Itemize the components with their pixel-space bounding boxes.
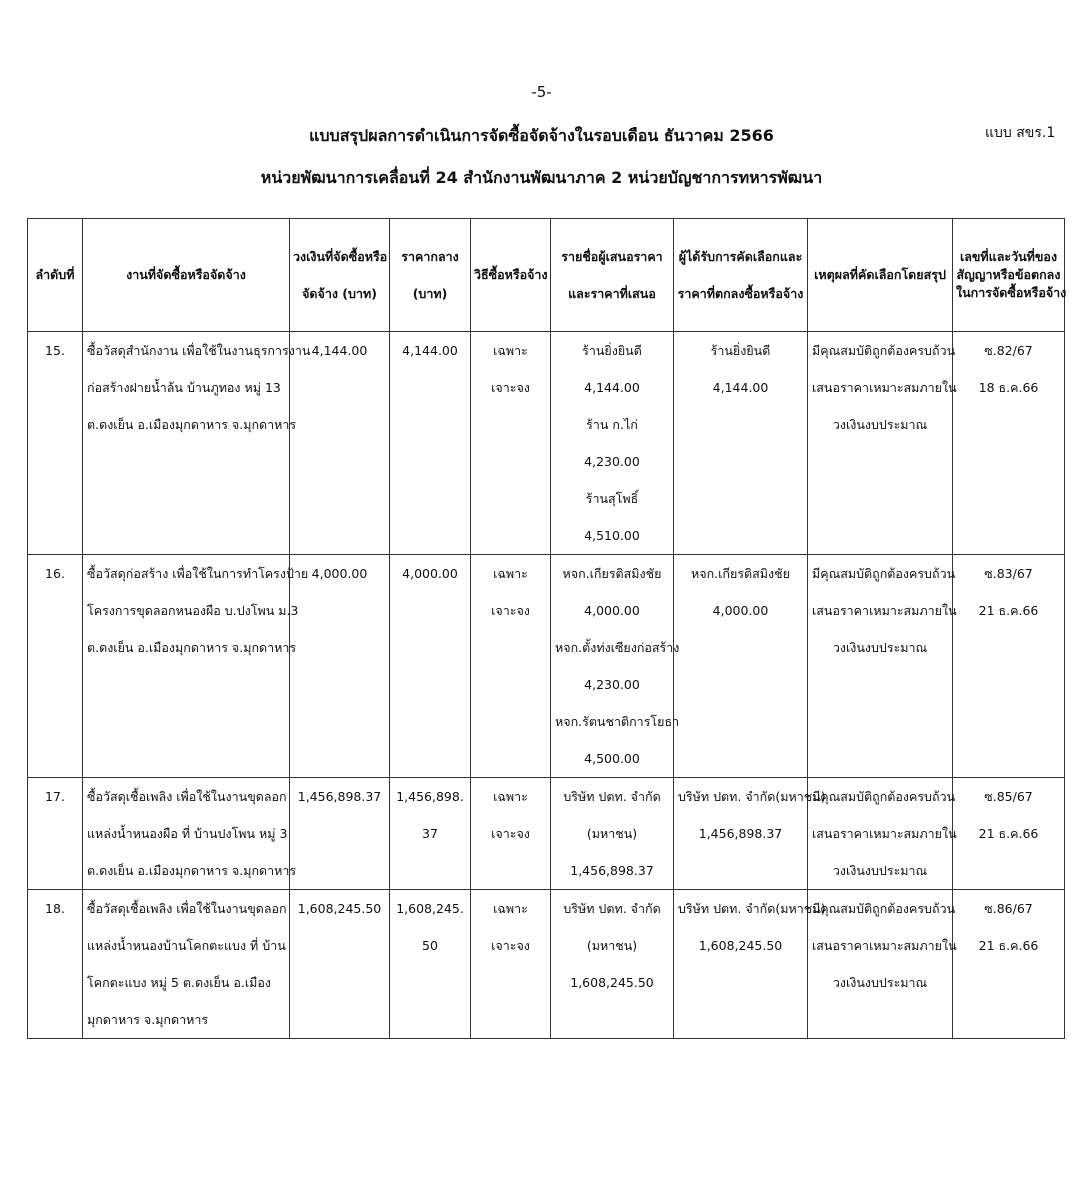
bidders-list [551, 555, 680, 778]
procurement-task-line: ซื้อวัสดุสำนักงาน เพื่อใช้ในงานธุรการงาน [87, 343, 311, 358]
median-price: 4,144.00 [390, 332, 471, 555]
bidders-list-line: (มหาชน) [586, 938, 638, 953]
bidders-list-line: 4,000.00 [584, 603, 640, 618]
column-header-text: ลำดับที่ [35, 267, 75, 282]
column-header-text: ผู้ได้รับการคัดเลือกและ [678, 249, 803, 264]
column-header-no [28, 219, 83, 332]
procurement-task-line: แหล่งน้ำหนองบ้านโคกตะแบง ที่ บ้าน [87, 938, 286, 953]
bidders-list-line: ร้าน ก.ไก่ [586, 417, 638, 432]
selection-reason-line: วงเงินงบประมาณ [832, 417, 928, 432]
contract-ref-line: ซ.82/67 [984, 343, 1033, 358]
procurement-task-line: ซื้อวัสดุเชื้อเพลิง เพื่อใช้ในงานขุดลอก [87, 901, 287, 916]
bidders-list-line: 4,230.00 [584, 454, 640, 469]
bidders-list [551, 890, 674, 1039]
bidders-list-line: (มหาชน) [586, 826, 638, 841]
bidders-list-line: 1,608,245.50 [570, 975, 654, 990]
bidders-list-line: หจก.รัตนชาติการโยธา [555, 714, 680, 729]
column-header-contract [953, 219, 1065, 332]
bidders-list-line: หจก.เกียรติสมิงชัย [562, 566, 662, 581]
bidders-list [551, 778, 674, 890]
form-code: แบบ สขร.1 [985, 125, 1056, 141]
column-header-text: (บาท) [412, 286, 448, 301]
column-header-method [471, 219, 551, 332]
contract-ref-line: 21 ธ.ค.66 [978, 826, 1039, 841]
selection-reason [808, 332, 957, 555]
selection-reason-line: มีคุณสมบัติถูกต้องครบถ้วน [812, 789, 956, 804]
selection-reason-line: วงเงินงบประมาณ [832, 975, 928, 990]
selection-reason [808, 555, 957, 778]
selection-reason-line: วงเงินงบประมาณ [832, 640, 928, 655]
bidders-list-line: หจก.ตั้งท่งเซียงก่อสร้าง [555, 640, 680, 655]
contract-ref-line: ซ.83/67 [984, 566, 1033, 581]
bidders-list-line: 4,510.00 [584, 528, 640, 543]
column-header-task [83, 219, 290, 332]
selected-vendor-line: 4,144.00 [712, 380, 769, 395]
selection-reason-line: เสนอราคาเหมาะสมภายใน [812, 938, 957, 953]
table-row [28, 778, 1065, 890]
selected-vendor-line: ร้านยิ่งยินดี [710, 343, 771, 358]
page-number: -5- [531, 83, 552, 101]
procurement-task-line: โคกตะแบง หมู่ 5 ต.ดงเย็น อ.เมือง [87, 975, 271, 990]
bidders-list-line: 4,230.00 [584, 677, 640, 692]
median-price: 1,608,245.50 [390, 890, 471, 1039]
procurement-table [27, 218, 1065, 1039]
procurement-task-line: ก่อสร้างฝายน้ำล้น บ้านภูทอง หมู่ 13 [87, 380, 281, 395]
column-header-text: เหตุผลที่คัดเลือกโดยสรุป [814, 267, 946, 282]
procurement-task-line: โครงการขุดลอกหนองผือ บ.ปงโพน ม.3 [87, 603, 299, 618]
median-price: 1,456,898.37 [390, 778, 471, 890]
column-header-text: ราคากลาง [401, 249, 459, 264]
contract-ref [953, 555, 1065, 778]
column-header-text: ในการจัดซื้อหรือจ้าง [956, 285, 1067, 300]
bidders-list-line: 4,144.00 [584, 380, 640, 395]
column-header-bidders [551, 219, 674, 332]
selected-vendor [674, 890, 826, 1039]
contract-ref [953, 332, 1065, 555]
selection-reason-line: เสนอราคาเหมาะสมภายใน [812, 603, 957, 618]
procurement-task [83, 332, 311, 555]
bidders-list-line: 4,500.00 [584, 751, 640, 766]
procurement-task-line: ต.ดงเย็น อ.เมืองมุกดาหาร จ.มุกดาหาร [87, 863, 297, 878]
procurement-method: เฉพาะเจาะจง [471, 778, 551, 890]
budget-amount: 4,000.00 [290, 555, 390, 778]
procurement-task [83, 555, 309, 778]
procurement-method: เฉพาะเจาะจง [471, 555, 551, 778]
column-header-text: สัญญาหรือข้อตกลง [956, 267, 1061, 282]
bidders-list [551, 332, 674, 555]
selected-vendor [674, 555, 808, 778]
contract-ref-line: 21 ธ.ค.66 [978, 603, 1039, 618]
column-header-winner [674, 219, 808, 332]
bidders-list-line: ร้านสุโพธิ์ [585, 491, 639, 506]
column-header-text: จัดจ้าง (บาท) [302, 286, 377, 301]
procurement-task-line: มุกดาหาร จ.มุกดาหาร [87, 1012, 209, 1027]
contract-ref [953, 778, 1065, 890]
column-header-text: ราคาที่ตกลงซื้อหรือจ้าง [677, 286, 804, 301]
report-title: แบบสรุปผลการดำเนินการจัดซื้อจัดจ้างในรอบเดือน ธันวาคม 2566 [309, 126, 774, 145]
budget-amount: 1,608,245.50 [290, 890, 390, 1039]
bidders-list-line: ร้านยิ่งยินดี [582, 343, 642, 358]
table-body [28, 332, 1065, 1039]
procurement-task [83, 778, 297, 890]
column-header-budget [290, 219, 390, 332]
contract-ref-line: ซ.85/67 [984, 789, 1033, 804]
bidders-list-line: บริษัท ปตท. จำกัด [563, 789, 661, 804]
procurement-task-line: ซื้อวัสดุก่อสร้าง เพื่อใช้ในการทำโครงป้าย [87, 566, 309, 581]
selected-vendor [674, 332, 808, 555]
selection-reason [808, 890, 957, 1039]
selection-reason [808, 778, 957, 890]
selected-vendor-line: บริษัท ปตท. จำกัด(มหาชน) [678, 789, 826, 804]
contract-ref [953, 890, 1065, 1039]
row-number: 16. [28, 555, 83, 778]
table-row [28, 332, 1065, 555]
row-number: 15. [28, 332, 83, 555]
selected-vendor [674, 778, 826, 890]
header-row [28, 219, 1065, 332]
bidders-list-line: บริษัท ปตท. จำกัด [563, 901, 661, 916]
procurement-task-line: แหล่งน้ำหนองผือ ที่ บ้านปงโพน หมู่ 3 [87, 826, 288, 841]
column-header-reason [808, 219, 953, 332]
column-header-text: รายชื่อผู้เสนอราคา [561, 249, 663, 264]
selected-vendor-line: หจก.เกียรติสมิงชัย [691, 566, 790, 581]
procurement-task-line: ซื้อวัสดุเชื้อเพลิง เพื่อใช้ในงานขุดลอก [87, 789, 287, 804]
procurement-method: เฉพาะเจาะจง [471, 890, 551, 1039]
contract-ref-line: ซ.86/67 [984, 901, 1033, 916]
selected-vendor-line: 1,608,245.50 [698, 938, 783, 953]
column-header-text: และราคาที่เสนอ [568, 286, 656, 301]
column-header-text: วิธีซื้อหรือจ้าง [474, 267, 548, 282]
budget-amount: 1,456,898.37 [290, 778, 390, 890]
selection-reason-line: มีคุณสมบัติถูกต้องครบถ้วน [812, 343, 956, 358]
selected-vendor-line: 4,000.00 [712, 603, 769, 618]
selected-vendor-line: 1,456,898.37 [698, 826, 783, 841]
procurement-task [83, 890, 290, 1039]
procurement-task-line: ต.ดงเย็น อ.เมืองมุกดาหาร จ.มุกดาหาร [87, 417, 297, 432]
median-price: 4,000.00 [390, 555, 471, 778]
column-header-median-price [390, 219, 471, 332]
selection-reason-line: เสนอราคาเหมาะสมภายใน [812, 380, 957, 395]
selected-vendor-line: บริษัท ปตท. จำกัด(มหาชน) [678, 901, 826, 916]
contract-ref-line: 21 ธ.ค.66 [978, 938, 1039, 953]
budget-amount: 4,144.00 [290, 332, 390, 555]
table-row [28, 555, 1065, 778]
selection-reason-line: เสนอราคาเหมาะสมภายใน [812, 826, 957, 841]
row-number: 18. [28, 890, 83, 1039]
column-header-text: วงเงินที่จัดซื้อหรือ [293, 249, 388, 264]
procurement-method: เฉพาะเจาะจง [471, 332, 551, 555]
contract-ref-line: 18 ธ.ค.66 [978, 380, 1039, 395]
column-header-text: เลขที่และวันที่ของ [959, 249, 1058, 264]
selection-reason-line: มีคุณสมบัติถูกต้องครบถ้วน [812, 566, 956, 581]
selection-reason-line: วงเงินงบประมาณ [832, 863, 928, 878]
report-subtitle: หน่วยพัฒนาการเคลื่อนที่ 24 สำนักงานพัฒนาภาค 2 หน่วยบัญชาการทหารพัฒนา [260, 168, 823, 187]
table-row [28, 890, 1065, 1039]
selection-reason-line: มีคุณสมบัติถูกต้องครบถ้วน [812, 901, 956, 916]
column-header-text: งานที่จัดซื้อหรือจัดจ้าง [126, 267, 246, 282]
row-number: 17. [28, 778, 83, 890]
bidders-list-line: 1,456,898.37 [570, 863, 654, 878]
procurement-task-line: ต.ดงเย็น อ.เมืองมุกดาหาร จ.มุกดาหาร [87, 640, 297, 655]
